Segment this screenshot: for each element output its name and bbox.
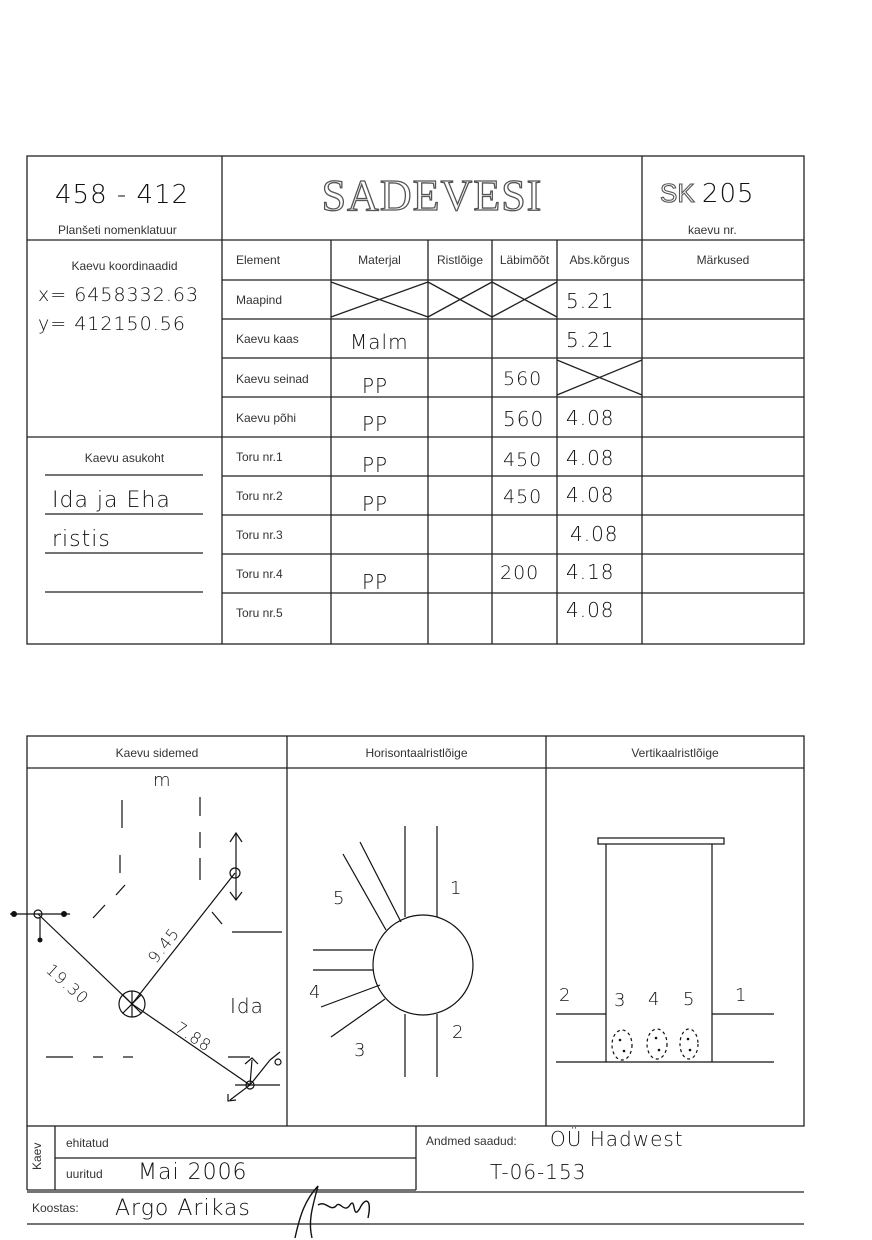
data-source-label: Andmed saadud: [426,1134,517,1148]
built-label: ehitatud [66,1136,109,1150]
distance-label: 9.45 [144,923,184,967]
row-diameter: 560 [503,407,545,431]
pipe-number: 2 [452,1022,465,1043]
north-mark: m [153,770,172,791]
location-line1: Ida ja Eha [52,488,171,513]
row-height: 4.18 [566,560,615,584]
nomenclature-label: Planšeti nomenklatuur [58,223,177,237]
author-label: Koostas: [32,1201,79,1215]
author-value: Argo Arikas [115,1196,251,1221]
coord-y: y= 412150.56 [38,313,186,335]
pipe-number: 1 [735,985,748,1006]
surveyed-value: Mai 2006 [138,1160,248,1185]
row-material: PP [362,492,389,516]
horizontal-section-label: Horisontaalristlõige [365,746,468,760]
pipe-number: 3 [354,1040,367,1061]
row-material: PP [362,374,389,398]
row-height: 4.08 [566,598,615,622]
data-source-code: T-06-153 [490,1160,587,1184]
connections-label: Kaevu sidemed [115,746,199,760]
row-height: 4.08 [570,522,619,546]
form-title: SADEVESI [321,171,543,220]
pipe-number: 2 [559,985,572,1006]
row-element: Toru nr.5 [236,606,283,620]
header-element: Element [236,253,281,267]
row-material: PP [362,570,389,594]
row-material: PP [362,412,389,436]
row-element: Kaevu seinad [236,372,309,386]
row-element: Toru nr.3 [236,528,283,542]
row-diameter: 450 [503,449,543,471]
row-height: 4.08 [566,483,615,507]
row-element: Kaevu põhi [236,411,297,425]
row-height: 4.08 [566,446,615,470]
header-remarks: Märkused [696,253,750,267]
pipe-number: 3 [614,990,627,1011]
header-material: Materjal [358,253,401,267]
header-abs-height: Abs.kõrgus [569,253,630,267]
row-height: 5.21 [566,328,615,352]
vertical-section-sketch [556,838,774,1062]
well-number-digits: 205 [701,179,755,209]
pipe-number: 5 [683,989,696,1010]
coords-label: Kaevu koordinaadid [71,259,178,273]
row-height: 4.08 [566,406,615,430]
distance-label: 19.30 [42,960,93,1009]
pipe-number: 4 [648,989,661,1010]
header-diameter: Läbimõõt [499,253,550,267]
well-number-label: kaevu nr. [688,223,737,237]
location-label: Kaevu asukoht [84,451,165,465]
row-diameter: 450 [503,486,543,508]
pipe-number: 4 [309,982,322,1003]
street-label: Ida [230,994,264,1018]
nomenclature-value: 458 - 412 [55,180,190,210]
coord-x: x= 6458332.63 [38,284,200,306]
row-element: Toru nr.1 [236,450,283,464]
row-material: PP [362,453,389,477]
well-number-prefix: SK [660,178,695,208]
side-label: Kaev [30,1142,44,1170]
vertical-section-label: Vertikaalristlõige [631,746,719,760]
surveyed-label: uuritud [66,1167,103,1181]
horizontal-section-sketch [313,826,473,1077]
location-line2: ristis [52,527,111,552]
row-diameter: 200 [500,562,540,584]
well-number [660,178,755,209]
row-element: Toru nr.2 [236,489,283,503]
row-height: 5.21 [566,289,615,313]
pipe-number: 5 [333,888,346,909]
signature-mark [295,1186,369,1238]
header-cross-section: Ristlõige [436,253,484,267]
row-material: Malm [350,330,409,354]
row-element: Toru nr.4 [236,567,283,581]
row-element: Kaevu kaas [236,332,299,346]
connections-sketch [10,797,282,1101]
row-diameter: 560 [503,368,543,390]
pipe-number: 1 [450,878,463,899]
data-source-value: OÜ Hadwest [550,1127,684,1151]
row-element: Maapind [236,293,283,307]
distance-label: 7.88 [171,1018,216,1056]
